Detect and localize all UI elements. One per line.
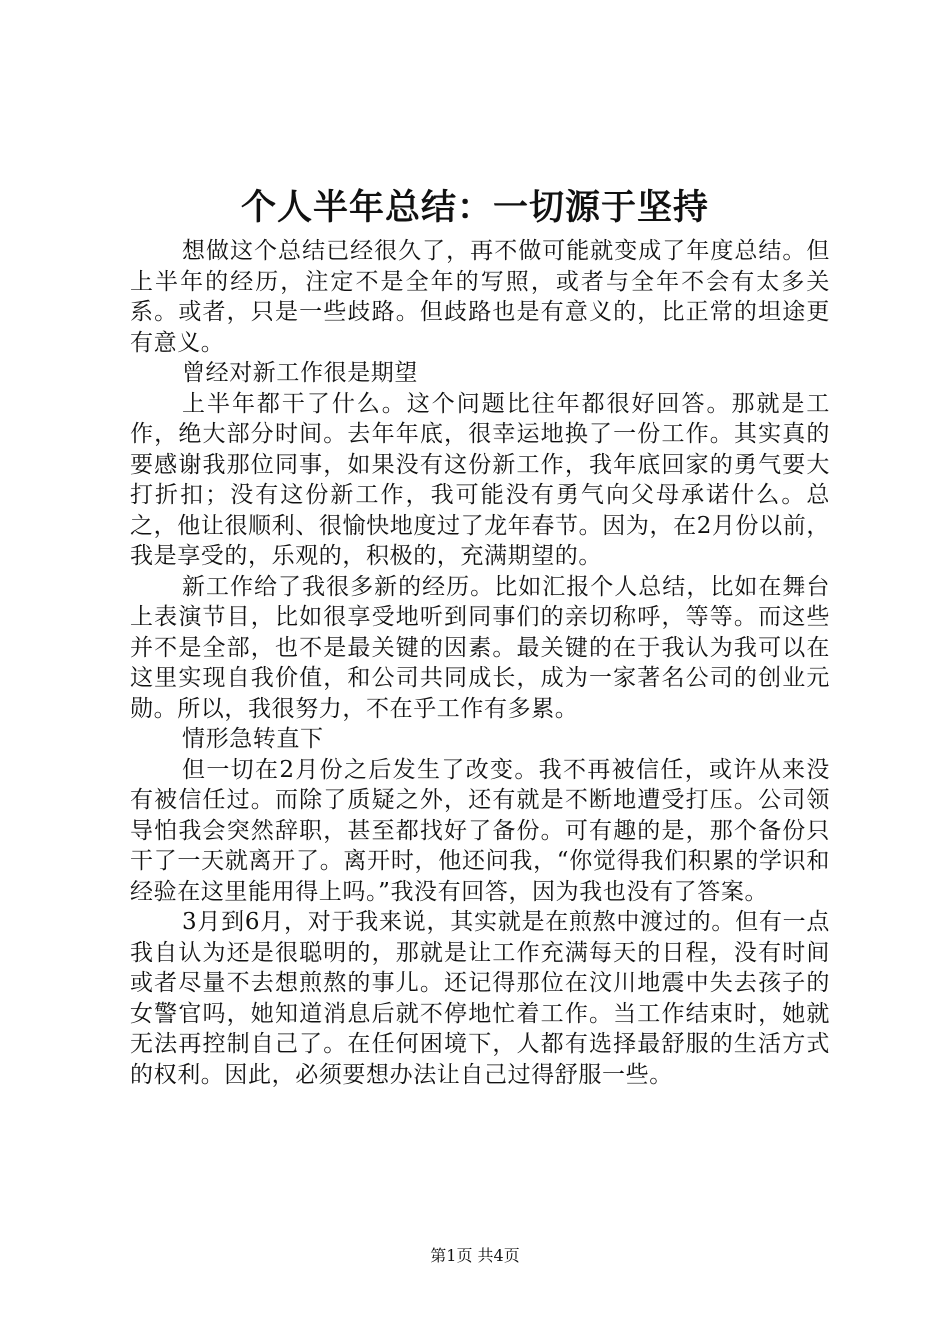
page-footer: 第1页 共4页: [430, 1246, 520, 1265]
paragraph-change: 但一切在2月份之后发生了改变。我不再被信任，或许从来没有被信任过。而除了质疑之外，还有就是不断地遭受打压。公司领导怕我会突然辞职，甚至都找好了备份。可有趣的是，那个备份只干了一天就离开了。离开时，他还问我，“你觉得我们积累的学识和经验在这里能用得上吗。”我没有回答，因为我也没有了答案。: [130, 756, 830, 905]
section-heading-expectation: 曾经对新工作很是期望: [182, 360, 418, 386]
paragraph-intro: 想做这个总结已经很久了，再不做可能就变成了年度总结。但上半年的经历，注定不是全年的写照，或者与全年不会有太多关系。或者，只是一些歧路。但歧路也是有意义的，比正常的坦途更有意义。: [130, 238, 830, 356]
section-heading-turn: 情形急转直下: [182, 726, 324, 752]
document-body: [130, 236, 830, 1090]
paragraph-new-experiences: 新工作给了我很多新的经历。比如汇报个人总结，比如在舞台上表演节目，比如很享受地听到同事们的亲切称呼，等等。而这些并不是全部，也不是最关键的因素。最关键的在于我认为我可以在这里实现自我价值，和公司共同成长，成为一家著名公司的创业元勋。所以，我很努力，不在乎工作有多累。: [130, 573, 830, 722]
paragraph-march-june: 3月到6月，对于我来说，其实就是在煎熬中渡过的。但有一点我自认为还是很聪明的，那就是让工作充满每天的日程，没有时间或者尽量不去想煎熬的事儿。还记得那位在汶川地震中失去孩子的女警官吗，她知道消息后就不停地忙着工作。当工作结束时，她就无法再控制自己了。在任何困境下，人都有选择最舒服的生活方式的权利。因此，必须要想办法让自己过得舒服一些。: [130, 909, 830, 1088]
document-title: 个人半年总结：一切源于坚持: [240, 187, 709, 228]
paragraph-first-half-work: 上半年都干了什么。这个问题比往年都很好回答。那就是工作，绝大部分时间。去年年底，很幸运地换了一份工作。其实真的要感谢我那位同事，如果没有这份新工作，我年底回家的勇气要大打折扣；没有这份新工作，我可能没有勇气向父母承诺什么。总之，他让很顺利、很愉快地度过了龙年春节。因为，在2月份以前，我是享受的，乐观的，积极的，充满期望的。: [130, 390, 830, 569]
